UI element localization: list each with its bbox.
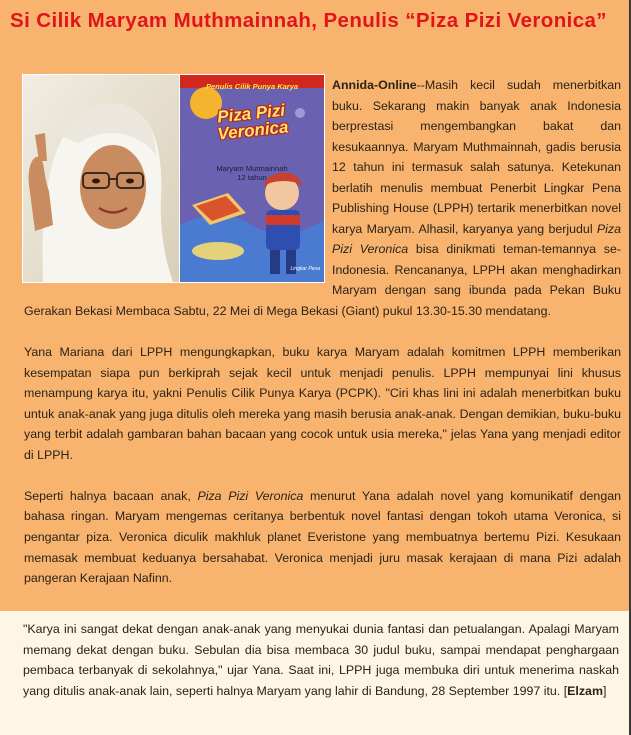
paragraph-3 bbox=[24, 486, 621, 589]
cover-author bbox=[180, 164, 324, 182]
cover-book-title: Piza Pizi Veronica bbox=[216, 100, 290, 144]
article-title: Si Cilik Maryam Muthmainnah, Penulis “Piza Pizi Veronica” bbox=[10, 9, 607, 32]
source-label: Annida-Online bbox=[332, 78, 417, 92]
book-title-ref: Piza Pizi Veronica bbox=[197, 488, 304, 503]
author-photo-image bbox=[23, 75, 179, 282]
byline-bracket-close: ] bbox=[602, 683, 607, 698]
cover-author-age: 12 tahun bbox=[237, 173, 267, 182]
paragraph-1-text-a: --Masih kecil sudah menerbitkan buku. Sekarang makin banyak anak Indonesia berprestasi mengembangkan bakat dan kesukaannya. Maryam Muthmainnah, gadis berusia 12 tahun ini termasuk salah satunya. Ketekunan berlatih menulis membuat Penerbit Lingkar Pena Publishing House (LPPH) tertarik menerbitkan novel karya Maryam. Alhasil, karyanya yang berjudul bbox=[332, 78, 621, 236]
paragraph-2: Yana Mariana dari LPPH mengungkapkan, buku karya Maryam adalah komitmen LPPH memberikan kesempatan siapa pun berkiprah sejak kecil untuk menjadi penulis. LPPH mempunyai lini khusus menampung karya itu, yakni Penulis Cilik Punya Karya (PCPK). "Ciri khas lini ini adalah menerbitkan buku untuk anak-anak yang juga ditulis oleh mereka yang masih berusia anak-anak. Dengan demikian, buku-buku yang terbit adalah gambaran bahan bacaan yang cocok untuk usia mereka," jelas Yana yang menjadi editor di LPPH. bbox=[24, 345, 621, 462]
book-title-ref: Piza Pizi Veronica bbox=[332, 221, 621, 257]
paragraph-3-text-a: Seperti halnya bacaan anak, bbox=[24, 488, 198, 503]
cover-publisher: Lingkar Pena bbox=[290, 266, 320, 273]
paragraph-3-text-b: menurut Yana adalah novel yang komunikatif dengan bahasa ringan. Maryam mengemas ceritanya berbentuk novel fantasi dengan tokoh utama Veronica, si pengantar piza. Veronica diculik makhluk planet Everistone yang membuatnya bertemu Pizi. Kesukaan memasak membuat keduanya bersahabat. Veronica menjadi juru masak kerajaan di mana Pizi adalah pangeran Kerajaan Nafinn. bbox=[24, 488, 621, 586]
paragraph-1-text-b: bisa dinikmati teman-temannya se-Indonesia. Rencananya, LPPH akan menghadirkan Maryam dengan sang ibunda pada Pekan Buku Gerakan Bekasi Membaca Sabtu, 22 Mei di Mega Bekasi (Giant) pukul 13.30-15.30 mendatang. bbox=[24, 242, 621, 319]
quote-text: "Karya ini sangat dekat dengan anak-anak yang menyukai dunia fantasi dan petualangan. Apalagi Maryam memang dekat dengan buku. Sebulan dia bisa membaca 30 judul buku, sampai mendapat penghargaan pembaca terbanyak di sekolahnya," ujar Yana. Saat ini, LPPH juga membuka diri untuk menerima naskah yang ditulis anak-anak lain, seperti halnya Maryam yang lahir di Bandung, 28 September 1997 itu. bbox=[23, 622, 619, 698]
byline-bracket-open: [ bbox=[563, 683, 568, 698]
article-figure bbox=[22, 74, 325, 283]
book-cover bbox=[180, 75, 324, 282]
cover-series-label: Penulis Cilik Punya Karya bbox=[205, 82, 299, 91]
cover-author-name: Maryam Mutmainnah bbox=[216, 164, 288, 173]
author-photo bbox=[23, 75, 179, 282]
quote-box bbox=[0, 611, 629, 735]
article-body bbox=[24, 75, 621, 589]
byline-author: Elzam bbox=[567, 683, 603, 698]
quote-paragraph bbox=[23, 619, 619, 701]
